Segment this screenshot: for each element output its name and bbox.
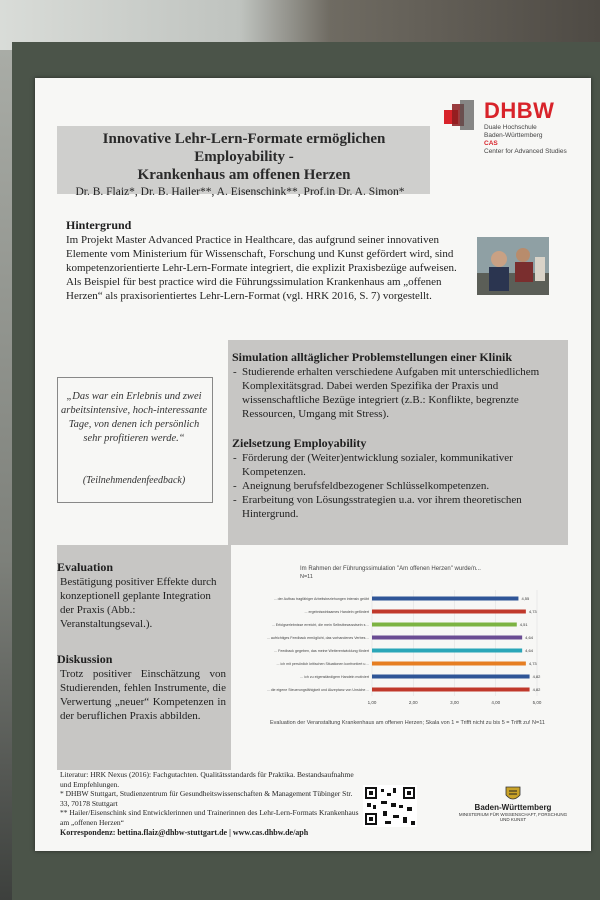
dhbw-name: DHBW <box>484 98 555 123</box>
chart-value-label: 4,82 <box>532 687 541 692</box>
chart-value-label: 4,64 <box>525 648 533 653</box>
ministry-logo <box>458 785 568 825</box>
ministry-subtitle: MINISTERIUM FÜR WISSENSCHAFT, FORSCHUNG UND KUNST <box>458 812 568 822</box>
chart-bar <box>372 649 522 653</box>
zielsetzung-heading: Zielsetzung Employability <box>232 436 367 450</box>
chart-tick-label: 1,00 <box>367 700 377 705</box>
photo-image <box>477 237 549 295</box>
diskussion-text: Trotz positiver Einschätzung von Studierenden, fehlen Instrumente, die Verwertung „neuer“ Kompetenzen in der beruflichen Praxis abbilden. <box>60 668 226 722</box>
dhbw-sub-4: Center for Advanced Studies <box>484 148 567 155</box>
chart-tick-label: 3,00 <box>450 700 459 705</box>
zielsetzung-item: - Erarbeitung von Lösungsstrategien u.a. vor ihrem theoretischen Hintergrund. <box>242 493 564 521</box>
evaluation-chart <box>232 586 564 716</box>
dhbw-subtitle <box>484 124 567 156</box>
title-line-3: Krankenhaus am offenen Herzen <box>137 167 351 183</box>
footer-affiliation-2: ** Hailer/Eisenschink sind Entwicklerinnen und Trainerinnen des Lehr-Lern-Formats Krankenhaus am „offenen Herzen“ <box>60 808 359 827</box>
chart-bar <box>372 688 530 692</box>
title-line-2: Employability - <box>194 149 294 165</box>
diskussion-heading: Diskussion <box>57 652 113 666</box>
dhbw-sub-2: Baden-Württemberg <box>484 132 543 139</box>
simulation-list <box>232 365 564 421</box>
participant-quote: „Das war ein Erlebnis und zwei arbeitsintensive, hoch-interessante Tage, von denen ich persönlich sehr profitieren werde.“ <box>61 391 207 444</box>
simulation-item: - Studierende erhalten verschiedene Aufgaben mit unterschiedlichem Komplexitätsgrad. Dabei werden Spezifika der Praxis und wissenschaftliche Bezüge integriert (z.B.: Konflikte, begrenzte Ressourcen, Umgang mit Stress). <box>242 365 564 421</box>
simulation-heading: Simulation alltäglicher Problemstellungen einer Klinik <box>232 350 513 364</box>
footer-literature: Literatur: HRK Nexus (2016): Fachgutachten. Qualitätsstandards für Praktika. Bestandsaufnahme und Empfehlungen. <box>60 770 354 789</box>
chart-bar <box>372 636 522 640</box>
chart-title: Im Rahmen der Führungssimulation "Am offenen Herzen" wurde/n... <box>300 566 481 572</box>
hintergrund-heading: Hintergrund <box>66 218 132 232</box>
chart-bar <box>372 623 517 627</box>
workshop-photo <box>477 237 549 295</box>
zielsetzung-list <box>232 451 564 521</box>
evaluation-text: Bestätigung positiver Effekte durch konzeptionell geplante Integration der Praxis (Abb.: Veranstaltungseval.). <box>60 576 217 630</box>
chart-category-label: ... die eigene Steuerungsfähigkeit und Akzeptanz von Unsiche… <box>266 688 369 692</box>
chart-category-label: ... ich mit persönlich kritischen Situationen konfrontiert u… <box>276 662 369 666</box>
quote-source: (Teilnehmendenfeedback) <box>82 475 186 486</box>
chart-tick-label: 2,00 <box>408 700 418 705</box>
chart-category-label: ... der Aufbau tragfähiger Arbeitsbeziehungen intensiv geübt <box>273 597 369 601</box>
coat-of-arms-icon <box>503 785 523 803</box>
zielsetzung-item: - Förderung der (Weiter)entwicklung sozialer, kommunikativer Kompetenzen. <box>242 451 564 479</box>
chart-caption: Evaluation der Veranstaltung Krankenhaus am offenen Herzen; Skala von 1 = Trifft nicht zu bis 5 = Trifft zu! N=11 <box>270 720 545 726</box>
chart-category-label: ... ergebniswirksames Handeln gefördert <box>304 610 369 614</box>
correspondence: Korrespondenz: bettina.flaiz@dhbw-stuttgart.de | www.cas.dhbw.de/aph <box>60 828 309 837</box>
chart-bar <box>372 675 530 679</box>
chart-category-label: ... ich zu eigenständigem Handeln motiviert <box>300 675 369 679</box>
chart-category-label: ... Feedback gegeben, das meine Weiterentwicklung fördert <box>274 649 369 653</box>
zielsetzung-item: - Aneignung berufsfeldbezogener Schlüsselkompetenzen. <box>242 479 564 493</box>
hintergrund-text: Im Projekt Master Advanced Practice in Healthcare, das aufgrund seiner innovativen Elemente vom Ministerium für Wissenschaft, Forschung und Kunst gefördert wird, sind kompetenzorientierte Lehr-Lern-Formate integriert, die explizit Praxisbezüge aufweisen. Als Beispiel für best practice wird die Führungssimulation Krankenhaus am „offenen Herzen“ als praxisorientiertes Lehr-Lern-Format (vgl. HRK 2016, S. 7) vorgestellt. <box>66 234 457 302</box>
dhbw-logo-icon <box>444 100 478 134</box>
chart-value-label: 4,55 <box>521 596 530 601</box>
qr-code-icon <box>363 785 417 827</box>
chart-n: N=11 <box>300 574 313 580</box>
chart-tick-label: 5,00 <box>532 700 542 705</box>
chart-value-label: 4,82 <box>532 674 541 679</box>
title-line-1: Innovative Lehr-Lern-Formate ermöglichen <box>102 131 386 147</box>
ministry-name: Baden-Württemberg <box>474 803 552 812</box>
dhbw-logo <box>444 100 584 170</box>
chart-value-label: 4,73 <box>528 661 537 666</box>
authors: Dr. B. Flaiz*, Dr. B. Hailer**, A. Eisenschink**, Prof.in Dr. A. Simon* <box>75 186 405 198</box>
chart-value-label: 4,51 <box>519 622 528 627</box>
chart-category-label: ... aufrichtiges Feedback ermöglicht, das vorhandenes Verbes… <box>266 636 369 640</box>
chart-category-label: ... Erfolgserlebnisse erreicht, die mein Selbstbewusstsein s… <box>271 623 369 627</box>
dhbw-sub-1: Duale Hochschule <box>484 124 537 131</box>
chart-value-label: 4,73 <box>528 609 537 614</box>
chart-bar <box>372 597 518 601</box>
evaluation-heading: Evaluation <box>57 560 114 574</box>
chart-tick-label: 4,00 <box>491 700 501 705</box>
footer-references <box>60 770 360 827</box>
chart-value-label: 4,64 <box>525 635 533 640</box>
footer-affiliation-1: * DHBW Stuttgart, Studienzentrum für Gesundheitswissenschaften & Management Tübinger Str. 33, 70178 Stuttgart <box>60 789 353 808</box>
chart-bar <box>372 662 526 666</box>
dhbw-sub-cas: CAS <box>484 140 498 147</box>
poster-title <box>60 130 428 184</box>
chart-bar <box>372 610 526 614</box>
